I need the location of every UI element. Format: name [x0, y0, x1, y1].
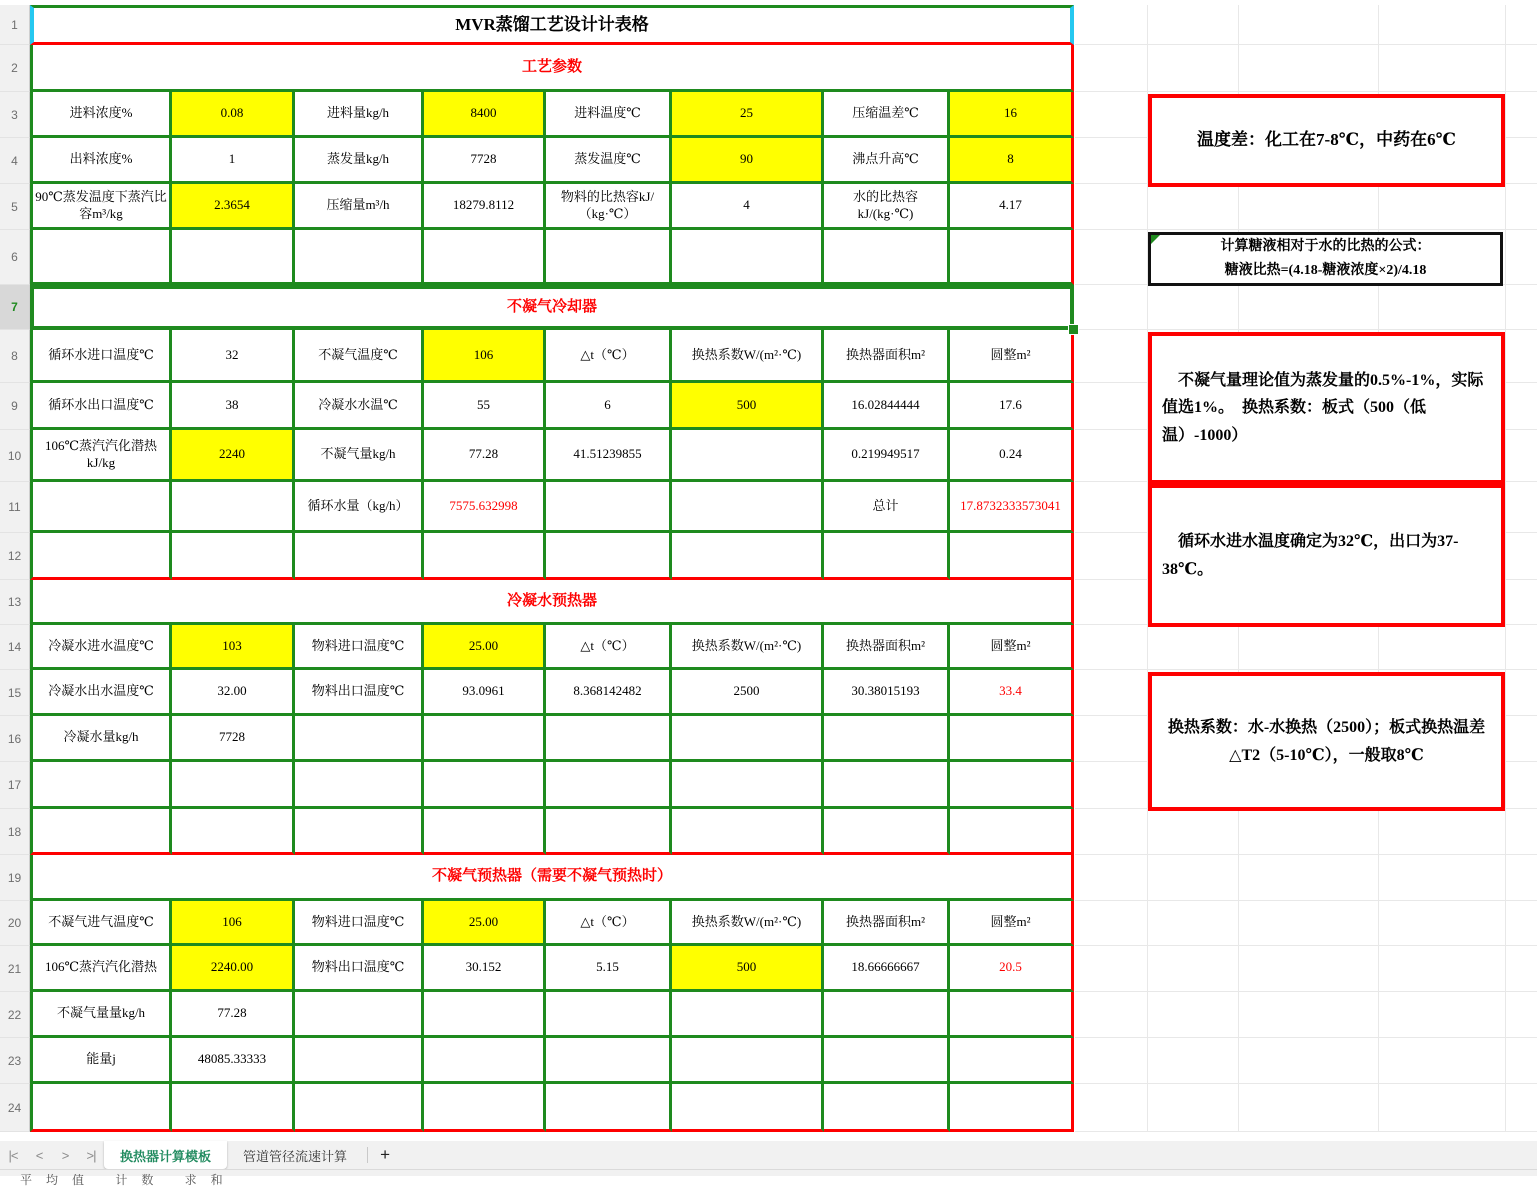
row-header-3[interactable]: 3 [0, 92, 30, 138]
cell-r20-c8[interactable]: 圆整m² [950, 901, 1074, 946]
cell-r4-c5[interactable]: 蒸发温度℃ [546, 138, 672, 184]
background-grid-row [1075, 992, 1537, 1038]
cell-r20-c4[interactable]: 25.00 [424, 901, 546, 946]
cell-r24-c8[interactable] [950, 1084, 1074, 1132]
cell-r10-c4[interactable]: 77.28 [424, 430, 546, 482]
cell-r4-c4[interactable]: 7728 [424, 138, 546, 184]
cell-r22-c8[interactable] [950, 992, 1074, 1038]
section-header-cell[interactable]: 不凝气预热器（需要不凝气预热时） [30, 855, 1074, 901]
cell-r15-c2[interactable]: 32.00 [172, 670, 295, 716]
cell-r24-c6[interactable] [672, 1084, 824, 1132]
cell-r9-c8[interactable]: 17.6 [950, 383, 1074, 430]
cell-r12-c6[interactable] [672, 533, 824, 580]
row-header-11[interactable]: 11 [0, 482, 30, 533]
row-header-19[interactable]: 19 [0, 855, 30, 901]
section-header-cell[interactable]: 不凝气冷却器 [30, 285, 1074, 330]
tab-heat-exchanger-template[interactable]: 换热器计算模板 [104, 1141, 227, 1169]
annotation-box-1[interactable] [1148, 94, 1505, 187]
table-row-10 [30, 430, 1075, 482]
cell-r11-c4[interactable]: 7575.632998 [424, 482, 546, 533]
cell-r12-c4[interactable] [424, 533, 546, 580]
cell-r9-c2[interactable]: 38 [172, 383, 295, 430]
cell-r14-c3[interactable]: 物料进口温度℃ [295, 625, 424, 670]
cell-r3-c5[interactable]: 进料温度℃ [546, 92, 672, 138]
cell-r16-c1[interactable]: 冷凝水量kg/h [30, 716, 172, 762]
sheet-tab-bar [0, 1141, 1537, 1169]
cell-r14-c4[interactable]: 25.00 [424, 625, 546, 670]
cell-r10-c7[interactable]: 0.219949517 [824, 430, 950, 482]
background-grid-row [1075, 1084, 1537, 1132]
table-row-17 [30, 762, 1075, 809]
cell-r5-c6[interactable]: 4 [672, 184, 824, 230]
cell-r14-c7[interactable]: 换热器面积m² [824, 625, 950, 670]
corner-marker [1151, 235, 1160, 244]
cell-r21-c7[interactable]: 18.66666667 [824, 946, 950, 992]
cell-r8-c8[interactable]: 圆整m² [950, 330, 1074, 383]
cell-r20-c1[interactable]: 不凝气进气温度℃ [30, 901, 172, 946]
cell-r12-c8[interactable] [950, 533, 1074, 580]
next-sheet-icon[interactable]: > [61, 1147, 69, 1163]
status-text-fragment: 平均值 计数 求和 [20, 1173, 237, 1187]
cell-r16-c7[interactable] [824, 716, 950, 762]
cell-r20-c6[interactable]: 换热系数W/(m²·℃) [672, 901, 824, 946]
cell-r12-c3[interactable] [295, 533, 424, 580]
table-row-11 [30, 482, 1075, 533]
cell-r16-c2[interactable]: 7728 [172, 716, 295, 762]
background-grid-row [1075, 809, 1537, 855]
cell-r9-c3[interactable]: 冷凝水水温℃ [295, 383, 424, 430]
cell-r9-c1[interactable]: 循环水出口温度℃ [30, 383, 172, 430]
spreadsheet-table [30, 5, 1075, 1132]
cell-r18-c7[interactable] [824, 809, 950, 855]
cell-r4-c8[interactable]: 8 [950, 138, 1074, 184]
cell-r6-c8[interactable] [950, 230, 1074, 285]
cell-r6-c2[interactable] [172, 230, 295, 285]
cell-r17-c7[interactable] [824, 762, 950, 809]
cell-r8-c3[interactable]: 不凝气温度℃ [295, 330, 424, 383]
tab-separator [367, 1147, 368, 1163]
row-header-22[interactable]: 22 [0, 992, 30, 1038]
cell-r14-c8[interactable]: 圆整m² [950, 625, 1074, 670]
cell-r14-c1[interactable]: 冷凝水进水温度℃ [30, 625, 172, 670]
table-row-12 [30, 533, 1075, 580]
cell-r15-c7[interactable]: 30.38015193 [824, 670, 950, 716]
cell-r12-c1[interactable] [30, 533, 172, 580]
table-row-20 [30, 901, 1075, 946]
last-sheet-icon[interactable]: >| [86, 1147, 96, 1163]
table-row-23 [30, 1038, 1075, 1084]
table-row-24 [30, 1084, 1075, 1132]
cell-r23-c8[interactable] [950, 1038, 1074, 1084]
cell-r23-c4[interactable] [424, 1038, 546, 1084]
cell-r23-c2[interactable]: 48085.33333 [172, 1038, 295, 1084]
cell-r4-c3[interactable]: 蒸发量kg/h [295, 138, 424, 184]
cell-r24-c2[interactable] [172, 1084, 295, 1132]
cell-r21-c6[interactable]: 500 [672, 946, 824, 992]
cell-r5-c3[interactable]: 压缩量m³/h [295, 184, 424, 230]
cell-r15-c3[interactable]: 物料出口温度℃ [295, 670, 424, 716]
cell-r8-c6[interactable]: 换热系数W/(m²·℃) [672, 330, 824, 383]
add-sheet-button[interactable]: + [380, 1145, 390, 1164]
row-header-7[interactable]: 7 [0, 285, 30, 330]
row-header-10[interactable]: 10 [0, 430, 30, 482]
cell-r8-c1[interactable]: 循环水进口温度℃ [30, 330, 172, 383]
cell-r24-c5[interactable] [546, 1084, 672, 1132]
background-grid-row [1075, 625, 1537, 670]
cell-r20-c5[interactable]: △t（℃） [546, 901, 672, 946]
cell-r22-c6[interactable] [672, 992, 824, 1038]
cell-r10-c2[interactable]: 2240 [172, 430, 295, 482]
cell-r6-c5[interactable] [546, 230, 672, 285]
cell-r24-c1[interactable] [30, 1084, 172, 1132]
cell-r20-c7[interactable]: 换热器面积m² [824, 901, 950, 946]
section-header-cell[interactable]: 冷凝水预热器 [30, 580, 1074, 625]
background-grid-row [1075, 901, 1537, 946]
cell-r3-c3[interactable]: 进料量kg/h [295, 92, 424, 138]
cell-r21-c3[interactable]: 物料出口温度℃ [295, 946, 424, 992]
status-bar-clipped [0, 1169, 1537, 1187]
cell-r16-c6[interactable] [672, 716, 824, 762]
cell-r17-c3[interactable] [295, 762, 424, 809]
cell-r16-c8[interactable] [950, 716, 1074, 762]
cell-r11-c1[interactable] [30, 482, 172, 533]
cell-r23-c1[interactable]: 能量j [30, 1038, 172, 1084]
cell-r9-c7[interactable]: 16.02844444 [824, 383, 950, 430]
cell-r17-c2[interactable] [172, 762, 295, 809]
row-header-21[interactable]: 21 [0, 946, 30, 992]
row-header-4[interactable]: 4 [0, 138, 30, 184]
cell-r18-c3[interactable] [295, 809, 424, 855]
selection-fill-handle[interactable] [1068, 324, 1079, 335]
table-row-16 [30, 716, 1075, 762]
cell-r11-c6[interactable] [672, 482, 824, 533]
cell-r5-c7[interactable]: 水的比热容kJ/(kg·℃) [824, 184, 950, 230]
cell-r5-c4[interactable]: 18279.8112 [424, 184, 546, 230]
table-row-14 [30, 625, 1075, 670]
cell-r18-c4[interactable] [424, 809, 546, 855]
table-title-cell[interactable]: MVR蒸馏工艺设计计表格 [30, 5, 1074, 45]
cell-r22-c4[interactable] [424, 992, 546, 1038]
cell-r3-c1[interactable]: 进料浓度% [30, 92, 172, 138]
row-header-14[interactable]: 14 [0, 625, 30, 670]
cell-r16-c3[interactable] [295, 716, 424, 762]
cell-r24-c3[interactable] [295, 1084, 424, 1132]
row-header-24[interactable]: 24 [0, 1084, 30, 1132]
cell-r21-c8[interactable]: 20.5 [950, 946, 1074, 992]
cell-r22-c2[interactable]: 77.28 [172, 992, 295, 1038]
cell-r5-c8[interactable]: 4.17 [950, 184, 1074, 230]
background-grid-row [1075, 855, 1537, 901]
cell-r15-c4[interactable]: 93.0961 [424, 670, 546, 716]
row-header-2[interactable]: 2 [0, 45, 30, 92]
cell-r21-c4[interactable]: 30.152 [424, 946, 546, 992]
section-header-cell[interactable]: 工艺参数 [30, 45, 1074, 92]
row-header-18[interactable]: 18 [0, 809, 30, 855]
cell-r11-c8[interactable]: 17.8732333573041 [950, 482, 1074, 533]
background-grid-row [1075, 285, 1537, 330]
row-header-12[interactable]: 12 [0, 533, 30, 580]
cell-r10-c3[interactable]: 不凝气量kg/h [295, 430, 424, 482]
cell-r5-c5[interactable]: 物料的比热容kJ/（kg·℃） [546, 184, 672, 230]
annotation-text: 换热系数：水-水换热（2500）；板式换热温差△T2（5-10℃），一般取8℃ [1167, 719, 1486, 764]
row-header-6[interactable]: 6 [0, 230, 30, 285]
background-grid-row [1075, 5, 1537, 45]
table-row-15 [30, 670, 1075, 716]
cell-r9-c5[interactable]: 6 [546, 383, 672, 430]
cell-r3-c2[interactable]: 0.08 [172, 92, 295, 138]
annotation-box-2[interactable] [1148, 232, 1503, 286]
cell-r14-c2[interactable]: 103 [172, 625, 295, 670]
table-row-21 [30, 946, 1075, 992]
cell-r21-c1[interactable]: 106℃蒸汽汽化潜热 [30, 946, 172, 992]
table-row-7 [30, 285, 1075, 330]
row-header-5[interactable]: 5 [0, 184, 30, 230]
cell-r4-c6[interactable]: 90 [672, 138, 824, 184]
cell-r11-c7[interactable]: 总计 [824, 482, 950, 533]
cell-r18-c8[interactable] [950, 809, 1074, 855]
prev-sheet-icon[interactable]: < [35, 1147, 43, 1163]
background-grid-row [1075, 1038, 1537, 1084]
row-header-20[interactable]: 20 [0, 901, 30, 946]
annotation-box-5[interactable] [1148, 672, 1505, 811]
cell-r15-c8[interactable]: 33.4 [950, 670, 1074, 716]
table-row-9 [30, 383, 1075, 430]
table-row-3 [30, 92, 1075, 138]
cell-r24-c7[interactable] [824, 1084, 950, 1132]
cell-r21-c5[interactable]: 5.15 [546, 946, 672, 992]
cell-r10-c6[interactable] [672, 430, 824, 482]
cell-r6-c1[interactable] [30, 230, 172, 285]
table-row-22 [30, 992, 1075, 1038]
cell-r18-c2[interactable] [172, 809, 295, 855]
cell-r17-c5[interactable] [546, 762, 672, 809]
cell-r14-c5[interactable]: △t（℃） [546, 625, 672, 670]
cell-r15-c6[interactable]: 2500 [672, 670, 824, 716]
cell-r10-c1[interactable]: 106℃蒸汽汽化潜热kJ/kg [30, 430, 172, 482]
row-header-15[interactable]: 15 [0, 670, 30, 716]
cell-r20-c2[interactable]: 106 [172, 901, 295, 946]
cell-r12-c7[interactable] [824, 533, 950, 580]
cell-r18-c6[interactable] [672, 809, 824, 855]
cell-r9-c6[interactable]: 500 [672, 383, 824, 430]
cell-r23-c3[interactable] [295, 1038, 424, 1084]
row-header-8[interactable]: 8 [0, 330, 30, 383]
cell-r22-c7[interactable] [824, 992, 950, 1038]
tab-pipe-flow-calc[interactable]: 管道管径流速计算 [243, 1148, 348, 1164]
table-row-5 [30, 184, 1075, 230]
cell-r16-c4[interactable] [424, 716, 546, 762]
cell-r12-c2[interactable] [172, 533, 295, 580]
cell-r8-c7[interactable]: 换热器面积m² [824, 330, 950, 383]
cell-r6-c4[interactable] [424, 230, 546, 285]
table-row-13 [30, 580, 1075, 625]
table-row-2 [30, 45, 1075, 92]
cell-r10-c8[interactable]: 0.24 [950, 430, 1074, 482]
cell-r20-c3[interactable]: 物料进口温度℃ [295, 901, 424, 946]
cell-r6-c6[interactable] [672, 230, 824, 285]
cell-r9-c4[interactable]: 55 [424, 383, 546, 430]
table-row-4 [30, 138, 1075, 184]
cell-r14-c6[interactable]: 换热系数W/(m²·℃) [672, 625, 824, 670]
row-header-1[interactable]: 1 [0, 5, 30, 45]
cell-r22-c1[interactable]: 不凝气量量kg/h [30, 992, 172, 1038]
cell-r8-c2[interactable]: 32 [172, 330, 295, 383]
cell-r18-c5[interactable] [546, 809, 672, 855]
cell-r17-c6[interactable] [672, 762, 824, 809]
cell-r3-c8[interactable]: 16 [950, 92, 1074, 138]
cell-r10-c5[interactable]: 41.51239855 [546, 430, 672, 482]
row-header-17[interactable]: 17 [0, 762, 30, 809]
cell-r23-c5[interactable] [546, 1038, 672, 1084]
background-grid-line [1505, 5, 1506, 1132]
row-header-13[interactable]: 13 [0, 580, 30, 625]
table-row-19 [30, 855, 1075, 901]
row-header-23[interactable]: 23 [0, 1038, 30, 1084]
cell-r12-c5[interactable] [546, 533, 672, 580]
table-row-6 [30, 230, 1075, 285]
annotation-text: 循环水进水温度确定为32℃，出口为37-38℃。 [1162, 533, 1459, 578]
cell-r4-c7[interactable]: 沸点升高℃ [824, 138, 950, 184]
table-row-18 [30, 809, 1075, 855]
background-grid-row [1075, 184, 1537, 230]
annotation-text: 温度差：化工在7-8℃，中药在6℃ [1197, 130, 1456, 150]
cell-r11-c2[interactable] [172, 482, 295, 533]
cell-r15-c5[interactable]: 8.368142482 [546, 670, 672, 716]
cell-r5-c2[interactable]: 2.3654 [172, 184, 295, 230]
cell-r4-c1[interactable]: 出料浓度% [30, 138, 172, 184]
table-row-8 [30, 330, 1075, 383]
cell-r11-c5[interactable] [546, 482, 672, 533]
table-row-1 [30, 5, 1075, 45]
cell-r6-c3[interactable] [295, 230, 424, 285]
cell-r4-c2[interactable]: 1 [172, 138, 295, 184]
cell-r22-c3[interactable] [295, 992, 424, 1038]
cell-r3-c4[interactable]: 8400 [424, 92, 546, 138]
first-sheet-icon[interactable]: |< [8, 1147, 18, 1163]
cell-r23-c7[interactable] [824, 1038, 950, 1084]
annotation-box-3[interactable] [1148, 332, 1505, 484]
cell-r22-c5[interactable] [546, 992, 672, 1038]
annotation-text: 计算糖液相对于水的比热的公式： 糖液比热=(4.18-糖液浓度×2)/4.18 [1220, 239, 1431, 278]
cell-r8-c5[interactable]: △t（℃） [546, 330, 672, 383]
cell-r17-c1[interactable] [30, 762, 172, 809]
background-grid-row [1075, 45, 1537, 92]
annotation-text: 不凝气量理论值为蒸发量的0.5%-1%，实际值选1%。 换热系数：板式（500（低温）-1000） [1162, 372, 1484, 444]
cell-r3-c7[interactable]: 压缩温差℃ [824, 92, 950, 138]
cell-r16-c5[interactable] [546, 716, 672, 762]
cell-r11-c3[interactable]: 循环水量（kg/h） [295, 482, 424, 533]
cell-r17-c4[interactable] [424, 762, 546, 809]
row-header-16[interactable]: 16 [0, 716, 30, 762]
cell-r21-c2[interactable]: 2240.00 [172, 946, 295, 992]
cell-r18-c1[interactable] [30, 809, 172, 855]
cell-r17-c8[interactable] [950, 762, 1074, 809]
cell-r24-c4[interactable] [424, 1084, 546, 1132]
cell-r23-c6[interactable] [672, 1038, 824, 1084]
cell-r15-c1[interactable]: 冷凝水出水温度℃ [30, 670, 172, 716]
cell-r3-c6[interactable]: 25 [672, 92, 824, 138]
cell-r8-c4[interactable]: 106 [424, 330, 546, 383]
background-grid-row [1075, 946, 1537, 992]
row-header-9[interactable]: 9 [0, 383, 30, 430]
cell-r6-c7[interactable] [824, 230, 950, 285]
row-header-column [0, 5, 30, 1132]
cell-r5-c1[interactable]: 90℃蒸发温度下蒸汽比容m³/kg [30, 184, 172, 230]
annotation-box-4[interactable] [1148, 484, 1505, 627]
